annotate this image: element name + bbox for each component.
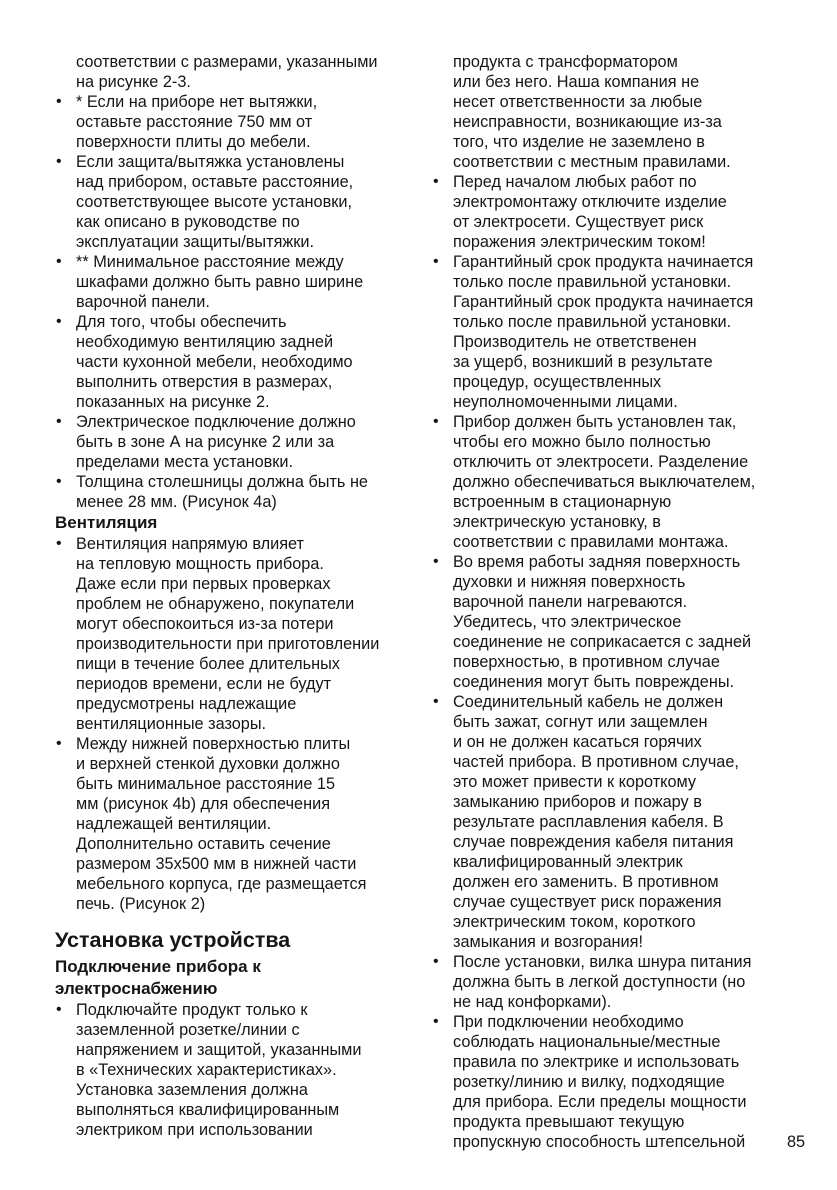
bullet-icon: • — [56, 1001, 62, 1018]
subsection-heading: Подключение прибора к электроснабжению — [55, 957, 261, 998]
continuation-text: соответствии с размерами, указанными на рисунке 2-3. — [76, 53, 378, 91]
list-item: • Если защита/вытяжка установлены над прибором, оставьте расстояние, соответствующее высоте установки, как описано в руководстве по эксплуатации защиты/вытяжки. — [56, 153, 354, 251]
list-item: • Для того, чтобы обеспечить необходимую вентиляцию задней части кухонной мебели, необходимо выполнить отверстия в размерах, показанных на рисунке 2. — [56, 313, 353, 411]
power-bullet-list — [55, 1000, 400, 1140]
bullet-icon: • — [433, 253, 439, 270]
list-item: • Вентиляция напрямую влияет на тепловую мощность прибора. Даже если при первых проверках проблем не обнаружено, покупатели могут обеспокоиться из-за потери производительности при приготовлении пищи в течение более длительных периодов времени, если не будут предусмотрены надлежащие вентиляционные зазоры. — [56, 535, 380, 733]
bullet-icon: • — [56, 473, 62, 490]
list-item: • Перед началом любых работ по электромонтажу отключите изделие от электросети. Существует риск поражения электрическим током! — [433, 173, 727, 251]
list-item: • Подключайте продукт только к заземленной розетке/линии с напряжением и защитой, указанными в «Технических характеристиках». Установка заземления должна выполняться квалифицированным электриком при использовании — [56, 1001, 362, 1139]
bullet-icon: • — [56, 253, 62, 270]
list-item: • * Если на приборе нет вытяжки, оставьте расстояние 750 мм от поверхности плиты до мебели. — [56, 93, 318, 151]
list-item: • Толщина столешницы должна быть не менее 28 мм. (Рисунок 4a) — [56, 473, 368, 511]
bullet-icon: • — [56, 535, 62, 552]
right-column — [432, 52, 782, 1152]
page-number: 85 — [787, 1133, 806, 1151]
list-item: • Соединительный кабель не должен быть зажат, согнут или защемлен и он не должен касаться горячих частей прибора. В противном случае, это может привести к короткому замыканию приборов и пожару в результате расплавления кабеля. В случае повреждения кабеля питания квалифицированный электрик должен его заменить. В противном случае существует риск поражения электрическим током, короткого замыкания и возгорания! — [433, 693, 739, 951]
bullet-icon: • — [433, 553, 439, 570]
bullet-icon: • — [433, 413, 439, 430]
bullet-icon: • — [56, 735, 62, 752]
bullet-icon: • — [433, 173, 439, 190]
installation-bullet-list — [55, 92, 400, 512]
left-column — [55, 52, 400, 1140]
list-item: • Прибор должен быть установлен так, чтобы его можно было полностью отключить от электросети. Разделение должно обеспечиваться выключателем, встроенным в стационарную электрическую установку, в соответствии с правилами монтажа. — [433, 413, 756, 551]
section-heading: Установка устройства — [55, 928, 291, 952]
ventilation-bullet-list — [55, 534, 400, 914]
ventilation-heading: Вентиляция — [55, 513, 158, 532]
list-item: • Электрическое подключение должно быть в зоне А на рисунке 2 или за пределами места установки. — [56, 413, 356, 471]
bullet-icon: • — [433, 693, 439, 710]
list-item: • При подключении необходимо соблюдать национальные/местные правила по электрике и использовать розетку/линию и вилку, подходящие для прибора. Если пределы мощности продукта превышают текущую пропускную способность штепсельной — [433, 1013, 747, 1151]
list-item: • Между нижней поверхностью плиты и верхней стенкой духовки должно быть минимальное расстояние 15 мм (рисунок 4b) для обеспечения надлежащей вентиляции. Дополнительно оставить сечение размером 35x500 мм в нижней части мебельного корпуса, где размещается печь. (Рисунок 2) — [56, 735, 367, 913]
list-item: • ** Минимальное расстояние между шкафами должно быть равно ширине варочной панели. — [56, 253, 364, 311]
list-item: • Во время работы задняя поверхность духовки и нижняя поверхность варочной панели нагреваются. Убедитесь, что электрическое соединение не соприкасается с задней поверхностью, в противном случае соединения могут быть повреждены. — [433, 553, 752, 691]
electrical-bullet-list — [432, 172, 782, 1152]
bullet-icon: • — [433, 953, 439, 970]
bullet-icon: • — [56, 313, 62, 330]
bullet-icon: • — [56, 93, 62, 110]
bullet-icon: • — [433, 1013, 439, 1030]
list-item: • Гарантийный срок продукта начинается только после правильной установки. Гарантийный срок продукта начинается только после правильной установки. Производитель не ответственен за ущерб, возникший в результате процедур, осуществленных неуполномоченными лицами. — [433, 253, 754, 411]
bullet-icon: • — [56, 153, 62, 170]
continuation-text: продукта с трансформатором или без него. Наша компания не несет ответственности за любые неисправности, возникающие из-за того, что изделие не заземлено в соответствии с местным правилами. — [453, 53, 731, 171]
bullet-icon: • — [56, 413, 62, 430]
list-item: • После установки, вилка шнура питания должна быть в легкой доступности (но не над конфорками). — [433, 953, 752, 1011]
